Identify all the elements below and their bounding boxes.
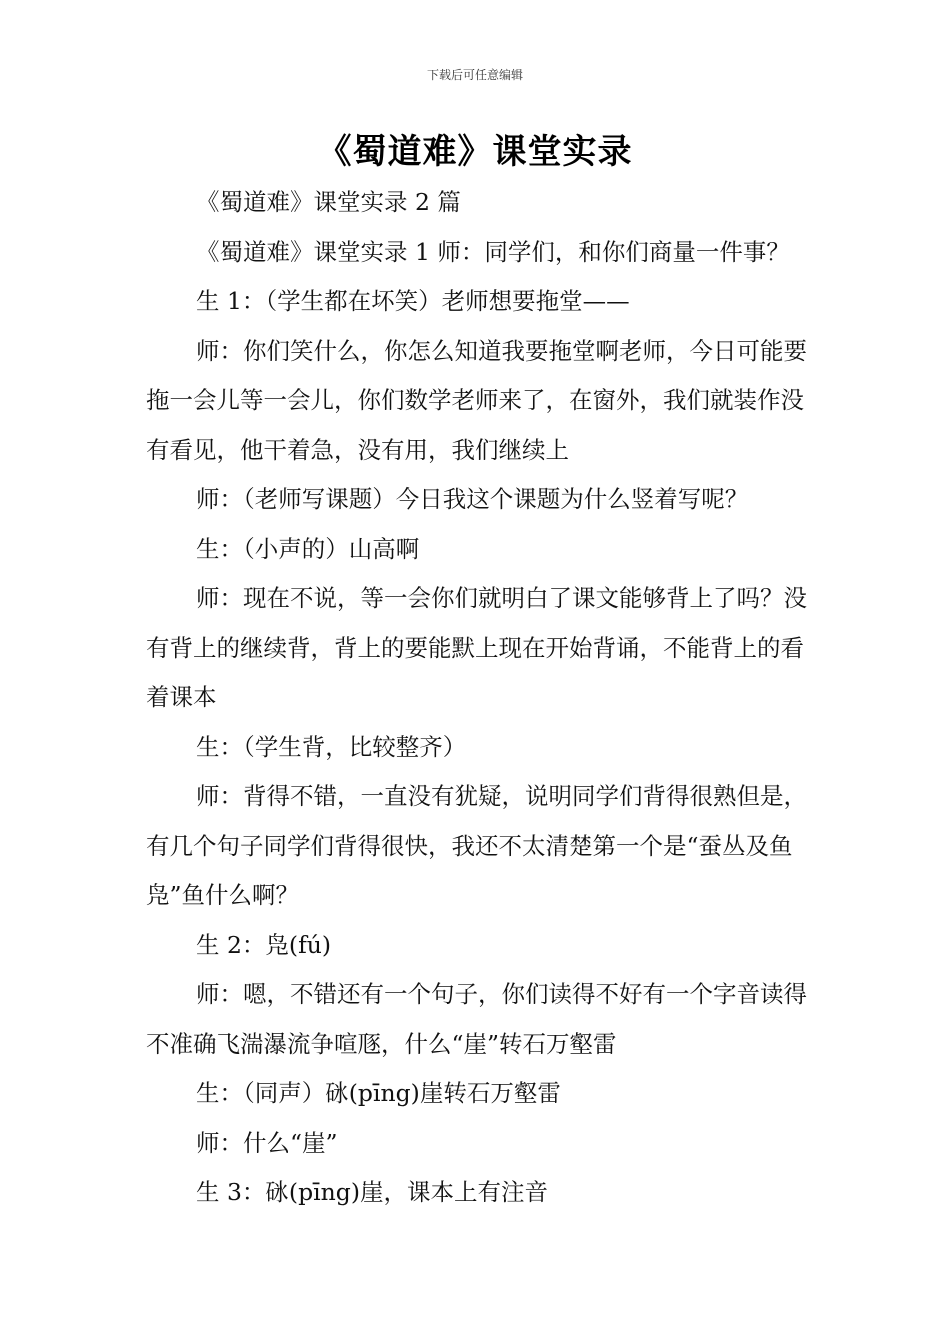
paragraph: 师：背得不错，一直没有犹疑，说明同学们背得很熟但是，有几个句子同学们背得很快，我还不太清楚第一个是“蚕丛及鱼凫”鱼什么啊？ (146, 782, 807, 909)
paragraph: 生：（学生背，比较整齐） (196, 732, 467, 761)
paragraph: 《蜀道难》课堂实录 1 师：同学们，和你们商量一件事？ (196, 237, 790, 266)
paragraph: 生：（同声）砯(pīng)崖转石万壑雷 (196, 1079, 561, 1107)
paragraph: 师：现在不说，等一会你们就明白了课文能够背上了吗？没有背上的继续背，背上的要能默上现在开始背诵，不能背上的看着课本 (146, 584, 807, 711)
document-title: 《蜀道难》课堂实录 (317, 132, 633, 172)
paragraph: 生 2：凫(fú) (196, 930, 332, 959)
paragraph: 《蜀道难》课堂实录 2 篇 (196, 188, 461, 216)
paragraph: 生：（小声的）山高啊 (196, 534, 420, 563)
paragraph: 师：嗯，不错还有一个句子，你们读得不好有一个字音读得不准确飞湍瀑流争喧豗，什么“崖”转石万壑雷 (146, 980, 807, 1058)
paragraph: 生 3：砯(pīng)崖，课本上有注音 (196, 1178, 548, 1206)
paragraph: 师：你们笑什么，你怎么知道我要拖堂啊老师，今日可能要拖一会儿等一会儿，你们数学老师来了，在窗外，我们就装作没有看见，他干着急，没有用，我们继续上 (146, 336, 807, 464)
paragraph: 师：什么“崖” (196, 1128, 338, 1157)
paragraph: 生 1：（学生都在坏笑）老师想要拖堂—— (196, 287, 630, 315)
paragraph: 师：（老师写课题）今日我这个课题为什么竖着写呢？ (196, 485, 749, 513)
document-body (146, 178, 816, 1218)
page-header-note: 下载后可任意编辑 (426, 68, 523, 82)
